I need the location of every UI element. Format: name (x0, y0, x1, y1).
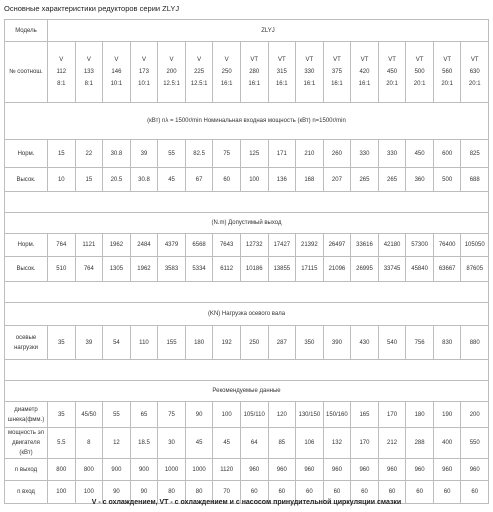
value-cell: 288 (406, 428, 434, 459)
value-cell: 500 (433, 168, 461, 192)
value-cell: 960 (323, 459, 351, 481)
value-cell: 106 (296, 428, 324, 459)
value-cell: 63667 (433, 257, 461, 282)
ratio-cell-line: 10:1 (138, 81, 150, 87)
ratio-cell (433, 42, 461, 103)
value-cell: 400 (433, 428, 461, 459)
value-cell: 82.5 (185, 140, 213, 168)
value-cell: 17427 (268, 234, 296, 257)
value-cell: 33745 (378, 257, 406, 282)
value-cell: 960 (240, 459, 268, 481)
section-heading: (N.m) Допустимый выход (5, 213, 489, 234)
value-cell: 3583 (158, 257, 186, 282)
ratio-cell (48, 42, 76, 103)
ratio-cell (378, 42, 406, 103)
value-cell: 960 (268, 459, 296, 481)
ratio-cell-line: 450 (387, 69, 398, 75)
ratio-cell-line: 8:1 (57, 81, 66, 87)
data-row (5, 234, 489, 257)
row-label: Высок. (5, 168, 48, 192)
value-cell: 33616 (351, 234, 379, 257)
value-cell: 60 (461, 481, 489, 504)
value-cell: 45/50 (75, 402, 103, 428)
value-cell: 880 (461, 326, 489, 360)
value-cell: 7643 (213, 234, 241, 257)
data-row (5, 402, 489, 428)
value-cell: 360 (406, 168, 434, 192)
value-cell: 2484 (130, 234, 158, 257)
value-cell: 1000 (185, 459, 213, 481)
value-cell: 18.5 (130, 428, 158, 459)
ratio-cell-line: 16:1 (358, 81, 371, 87)
ratio-cell-line: 330 (304, 69, 315, 75)
value-cell: 70 (213, 481, 241, 504)
value-cell: 67 (185, 168, 213, 192)
ratio-cell-line: V (169, 57, 174, 63)
header-row (5, 20, 489, 42)
ratio-cell-line: V (224, 57, 229, 63)
section-heading-row (5, 381, 489, 402)
value-cell: 20.5 (103, 168, 131, 192)
ratio-cell-line: VT (333, 57, 341, 63)
value-cell: 60 (268, 481, 296, 504)
value-cell: 171 (268, 140, 296, 168)
section-heading: Рекомендуемые данные (5, 381, 489, 402)
value-cell: 212 (378, 428, 406, 459)
value-cell: 155 (158, 326, 186, 360)
row-label: Норм. (5, 140, 48, 168)
value-cell: 756 (406, 326, 434, 360)
value-cell: 60 (378, 481, 406, 504)
row-label: Норм. (5, 234, 48, 257)
ratio-cell-line: 500 (414, 69, 425, 75)
data-row (5, 140, 489, 168)
ratio-cell-line: 315 (276, 69, 287, 75)
value-cell: 170 (351, 428, 379, 459)
value-cell: 45 (185, 428, 213, 459)
ratio-cell-line: V (114, 57, 119, 63)
ratio-cell-line: 16:1 (248, 81, 261, 87)
value-cell: 55 (158, 140, 186, 168)
value-cell: 180 (185, 326, 213, 360)
section-heading-row (5, 303, 489, 326)
data-row (5, 459, 489, 481)
value-cell: 192 (213, 326, 241, 360)
value-cell: 100 (213, 402, 241, 428)
value-cell: 960 (378, 459, 406, 481)
value-cell: 10 (48, 168, 76, 192)
value-cell: 825 (461, 140, 489, 168)
ratio-cell-line: VT (250, 57, 259, 63)
value-cell: 1121 (75, 234, 103, 257)
value-cell: 100 (75, 481, 103, 504)
ratio-cell-line: VT (388, 57, 396, 63)
ratio-cell-line: 16:1 (331, 81, 343, 87)
ratio-cell-line: VT (443, 57, 451, 63)
ratio-cell-line: 200 (166, 69, 177, 75)
ratio-cell (351, 42, 379, 103)
row-label: мощность эл двигателя (кВт) (5, 428, 48, 459)
value-cell: 265 (351, 168, 379, 192)
ratio-cell-line: 420 (359, 69, 370, 75)
value-cell: 200 (461, 402, 489, 428)
row-label: n выход (5, 459, 48, 481)
value-cell: 287 (268, 326, 296, 360)
value-cell: 80 (185, 481, 213, 504)
spacer-cell (5, 282, 489, 303)
value-cell: 21392 (296, 234, 324, 257)
value-cell: 430 (351, 326, 379, 360)
ratio-cell-line: V (141, 57, 146, 63)
ratio-cell-line: 112 (56, 69, 67, 75)
value-cell: 600 (433, 140, 461, 168)
value-cell: 4379 (158, 234, 186, 257)
ratio-cell-line: 16:1 (275, 81, 288, 87)
value-cell: 110 (130, 326, 158, 360)
value-cell: 26995 (351, 257, 379, 282)
section-heading: (кВт) nλ = 1500r/min Номинальная входная мощность (кВт) n=1500r/min (5, 103, 489, 140)
value-cell: 1120 (213, 459, 241, 481)
value-cell: 15 (75, 168, 103, 192)
value-cell: 6568 (185, 234, 213, 257)
ratio-cell-line: 16:1 (303, 81, 316, 87)
value-cell: 55 (103, 402, 131, 428)
value-cell: 35 (48, 402, 76, 428)
section-heading: (KN) Нагрузка осевого вала (5, 303, 489, 326)
value-cell: 130/150 (296, 402, 324, 428)
value-cell: 100 (240, 168, 268, 192)
value-cell: 60 (323, 481, 351, 504)
ratio-cell-line: VT (470, 57, 479, 63)
row-label: осевые нагрузки (5, 326, 48, 360)
ratio-cell-line: 280 (249, 69, 260, 75)
value-cell: 26497 (323, 234, 351, 257)
value-cell: 550 (461, 428, 489, 459)
page-title: Основные характеристики редукторов серии ZLYJ (4, 4, 180, 13)
value-cell: 105/110 (240, 402, 268, 428)
value-cell: 75 (158, 402, 186, 428)
ratio-cell-line: V (86, 57, 91, 63)
ratio-row (5, 42, 489, 103)
value-cell: 180 (406, 402, 434, 428)
value-cell: 132 (323, 428, 351, 459)
value-cell: 12 (103, 428, 131, 459)
ratio-cell-line: 560 (442, 69, 453, 75)
value-cell: 90 (185, 402, 213, 428)
value-cell: 75 (213, 140, 241, 168)
value-cell: 960 (433, 459, 461, 481)
ratio-label-cell: № соотнош. (5, 42, 48, 103)
ratio-cell-line: 630 (469, 69, 480, 75)
ratio-cell-line: 250 (221, 69, 232, 75)
ratio-cell-line: V (197, 57, 202, 63)
value-cell: 60 (433, 481, 461, 504)
value-cell: 100 (48, 481, 76, 504)
data-row (5, 326, 489, 360)
row-label: n вход (5, 481, 48, 504)
value-cell: 1962 (130, 257, 158, 282)
value-cell: 60 (351, 481, 379, 504)
specification-table (4, 19, 489, 504)
spacer-cell (5, 192, 489, 213)
series-cell: ZLYJ (48, 20, 489, 42)
value-cell: 265 (378, 168, 406, 192)
value-cell: 35 (48, 326, 76, 360)
value-cell: 6112 (213, 257, 241, 282)
ratio-cell-line: V (59, 57, 64, 63)
ratio-cell-line: 20:1 (441, 81, 453, 87)
value-cell: 10186 (240, 257, 268, 282)
ratio-cell (268, 42, 296, 103)
value-cell: 165 (351, 402, 379, 428)
footer-note: V - с охлаждением, VT - с охлаждением и с насосом принудительной циркуляции смазки (91, 499, 402, 506)
ratio-cell-line: VT (415, 57, 424, 63)
model-label-cell: Модель (5, 20, 48, 42)
row-label: диаметр шнека(фмм.) (5, 402, 48, 428)
ratio-cell (185, 42, 213, 103)
value-cell: 764 (48, 234, 76, 257)
value-cell: 8 (75, 428, 103, 459)
value-cell: 30.8 (103, 140, 131, 168)
value-cell: 5.5 (48, 428, 76, 459)
ratio-cell-line: 173 (138, 69, 149, 75)
value-cell: 85 (268, 428, 296, 459)
value-cell: 12732 (240, 234, 268, 257)
value-cell: 210 (296, 140, 324, 168)
value-cell: 540 (378, 326, 406, 360)
value-cell: 207 (323, 168, 351, 192)
value-cell: 45 (158, 168, 186, 192)
ratio-cell (103, 42, 131, 103)
value-cell: 76400 (433, 234, 461, 257)
value-cell: 150/160 (323, 402, 351, 428)
value-cell: 1962 (103, 234, 131, 257)
value-cell: 800 (48, 459, 76, 481)
value-cell: 22 (75, 140, 103, 168)
value-cell: 960 (351, 459, 379, 481)
value-cell: 960 (296, 459, 324, 481)
value-cell: 330 (351, 140, 379, 168)
ratio-cell-line: 16:1 (220, 81, 233, 87)
value-cell: 960 (406, 459, 434, 481)
ratio-cell-line: 20:1 (468, 81, 481, 87)
ratio-cell (296, 42, 324, 103)
ratio-cell-line: 12.5:1 (163, 81, 180, 87)
value-cell: 1305 (103, 257, 131, 282)
value-cell: 57300 (406, 234, 434, 257)
value-cell: 1000 (158, 459, 186, 481)
value-cell: 830 (433, 326, 461, 360)
value-cell: 764 (75, 257, 103, 282)
value-cell: 39 (130, 140, 158, 168)
ratio-cell-line: 12.5:1 (190, 81, 208, 87)
value-cell: 125 (240, 140, 268, 168)
section-heading-row (5, 103, 489, 140)
value-cell: 64 (240, 428, 268, 459)
ratio-cell-line: VT (360, 57, 369, 63)
ratio-cell (461, 42, 489, 103)
value-cell: 105050 (461, 234, 489, 257)
value-cell: 5334 (185, 257, 213, 282)
ratio-cell (406, 42, 434, 103)
value-cell: 900 (103, 459, 131, 481)
value-cell: 120 (268, 402, 296, 428)
row-label: Высок. (5, 257, 48, 282)
value-cell: 30 (158, 428, 186, 459)
ratio-cell (323, 42, 351, 103)
ratio-cell-line: 375 (331, 69, 342, 75)
ratio-cell-line: 20:1 (386, 81, 398, 87)
value-cell: 21096 (323, 257, 351, 282)
value-cell: 450 (406, 140, 434, 168)
value-cell: 350 (296, 326, 324, 360)
value-cell: 60 (406, 481, 434, 504)
value-cell: 13855 (268, 257, 296, 282)
spacer-row (5, 192, 489, 213)
value-cell: 800 (75, 459, 103, 481)
value-cell: 17115 (296, 257, 324, 282)
value-cell: 45 (213, 428, 241, 459)
value-cell: 42180 (378, 234, 406, 257)
ratio-cell-line: 20:1 (413, 81, 426, 87)
section-heading-row (5, 213, 489, 234)
ratio-cell-line: 8:1 (84, 81, 94, 87)
value-cell: 170 (378, 402, 406, 428)
spacer-row (5, 282, 489, 303)
value-cell: 60 (240, 481, 268, 504)
ratio-cell (213, 42, 241, 103)
value-cell: 136 (268, 168, 296, 192)
value-cell: 60 (296, 481, 324, 504)
value-cell: 900 (130, 459, 158, 481)
value-cell: 80 (158, 481, 186, 504)
value-cell: 260 (323, 140, 351, 168)
ratio-cell-line: VT (277, 57, 286, 63)
value-cell: 15 (48, 140, 76, 168)
ratio-cell-line: 146 (111, 69, 122, 75)
value-cell: 90 (103, 481, 131, 504)
ratio-cell-line: 10:1 (110, 81, 123, 87)
value-cell: 65 (130, 402, 158, 428)
value-cell: 688 (461, 168, 489, 192)
value-cell: 45840 (406, 257, 434, 282)
ratio-cell-line: 225 (194, 69, 205, 75)
data-row (5, 428, 489, 459)
spacer-row (5, 360, 489, 381)
ratio-cell (130, 42, 158, 103)
ratio-cell-line: 133 (83, 69, 94, 75)
value-cell: 39 (75, 326, 103, 360)
value-cell: 510 (48, 257, 76, 282)
data-row (5, 168, 489, 192)
value-cell: 960 (461, 459, 489, 481)
value-cell: 87605 (461, 257, 489, 282)
ratio-cell-line: VT (305, 57, 314, 63)
value-cell: 190 (433, 402, 461, 428)
value-cell: 90 (130, 481, 158, 504)
spacer-cell (5, 360, 489, 381)
value-cell: 30.8 (130, 168, 158, 192)
value-cell: 54 (103, 326, 131, 360)
value-cell: 330 (378, 140, 406, 168)
value-cell: 250 (240, 326, 268, 360)
data-row (5, 257, 489, 282)
value-cell: 168 (296, 168, 324, 192)
value-cell: 60 (213, 168, 241, 192)
ratio-cell (75, 42, 103, 103)
ratio-cell (158, 42, 186, 103)
value-cell: 390 (323, 326, 351, 360)
ratio-cell (240, 42, 268, 103)
